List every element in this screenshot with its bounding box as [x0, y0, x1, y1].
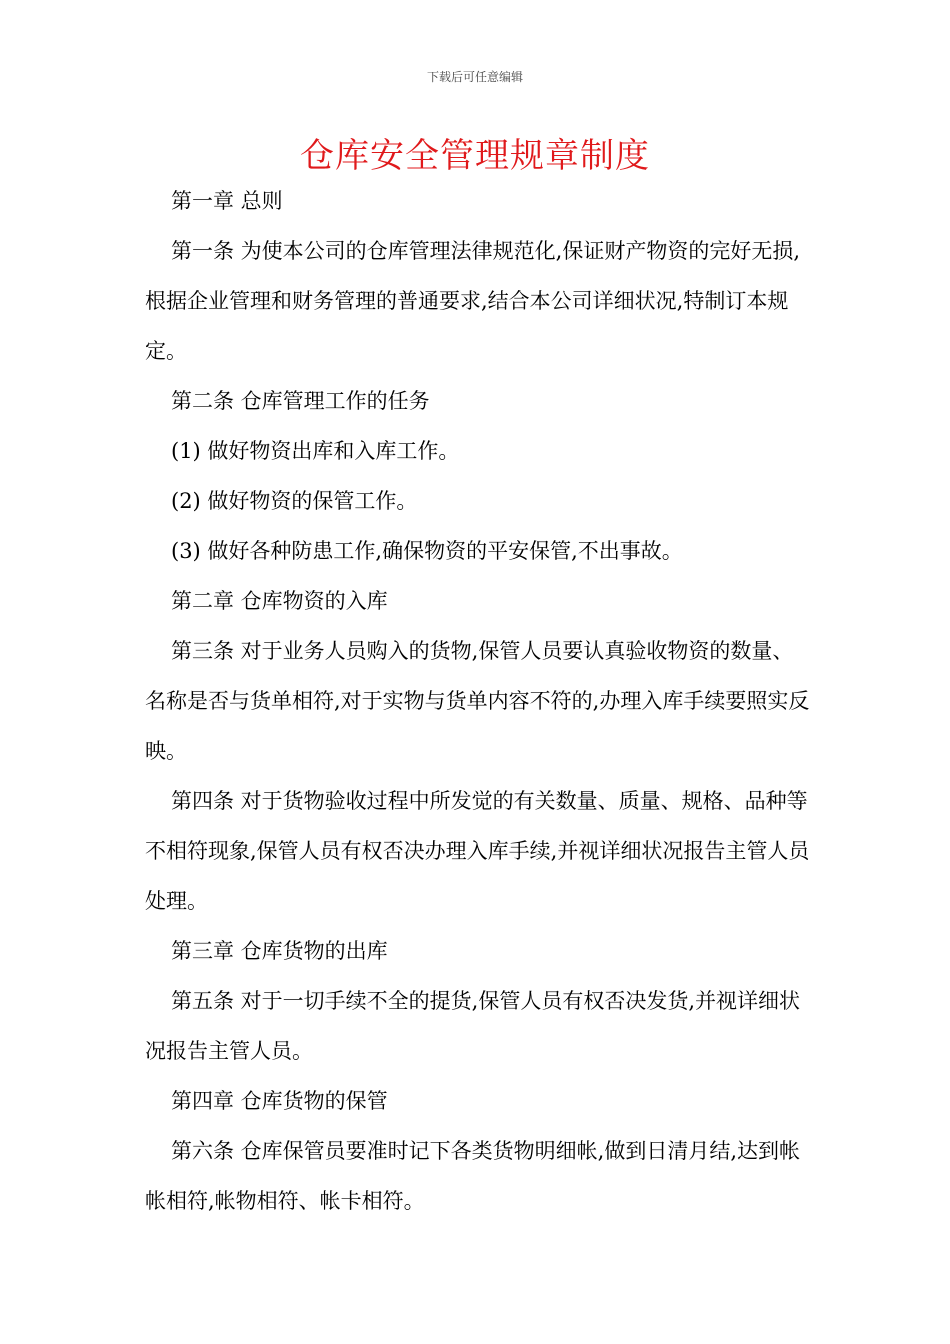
chapter-heading: 第二章 仓库物资的入库	[171, 589, 388, 613]
document-title: 仓库安全管理规章制度	[300, 136, 650, 176]
article-paragraph: 第五条 对于一切手续不全的提货,保管人员有权否决发货,并视详细状况报告主管人员。	[145, 989, 801, 1063]
header-note: 下载后可任意编辑	[426, 70, 523, 84]
list-item: (2) 做好物资的保管工作。	[171, 489, 418, 513]
list-item: (3) 做好各种防患工作,确保物资的平安保管,不出事故。	[171, 539, 683, 563]
article-paragraph: 第二条 仓库管理工作的任务	[171, 389, 430, 413]
document-body	[145, 176, 810, 1226]
article-paragraph: 第六条 仓库保管员要准时记下各类货物明细帐,做到日清月结,达到帐帐相符,帐物相符、帐卡相符。	[145, 1139, 801, 1213]
article-paragraph: 第三条 对于业务人员购入的货物,保管人员要认真验收物资的数量、名称是否与货单相符,对于实物与货单内容不符的,办理入库手续要照实反映。	[145, 639, 810, 763]
article-paragraph: 第四条 对于货物验收过程中所发觉的有关数量、质量、规格、品种等不相符现象,保管人员有权否决办理入库手续,并视详细状况报告主管人员处理。	[145, 789, 810, 913]
chapter-heading: 第三章 仓库货物的出库	[171, 939, 388, 963]
article-paragraph: 第一条 为使本公司的仓库管理法律规范化,保证财产物资的完好无损,根据企业管理和财务管理的普通要求,结合本公司详细状况,特制订本规定。	[145, 239, 801, 363]
chapter-heading: 第四章 仓库货物的保管	[171, 1089, 388, 1113]
list-item: (1) 做好物资出库和入库工作。	[171, 439, 460, 463]
chapter-heading: 第一章 总则	[171, 189, 283, 213]
